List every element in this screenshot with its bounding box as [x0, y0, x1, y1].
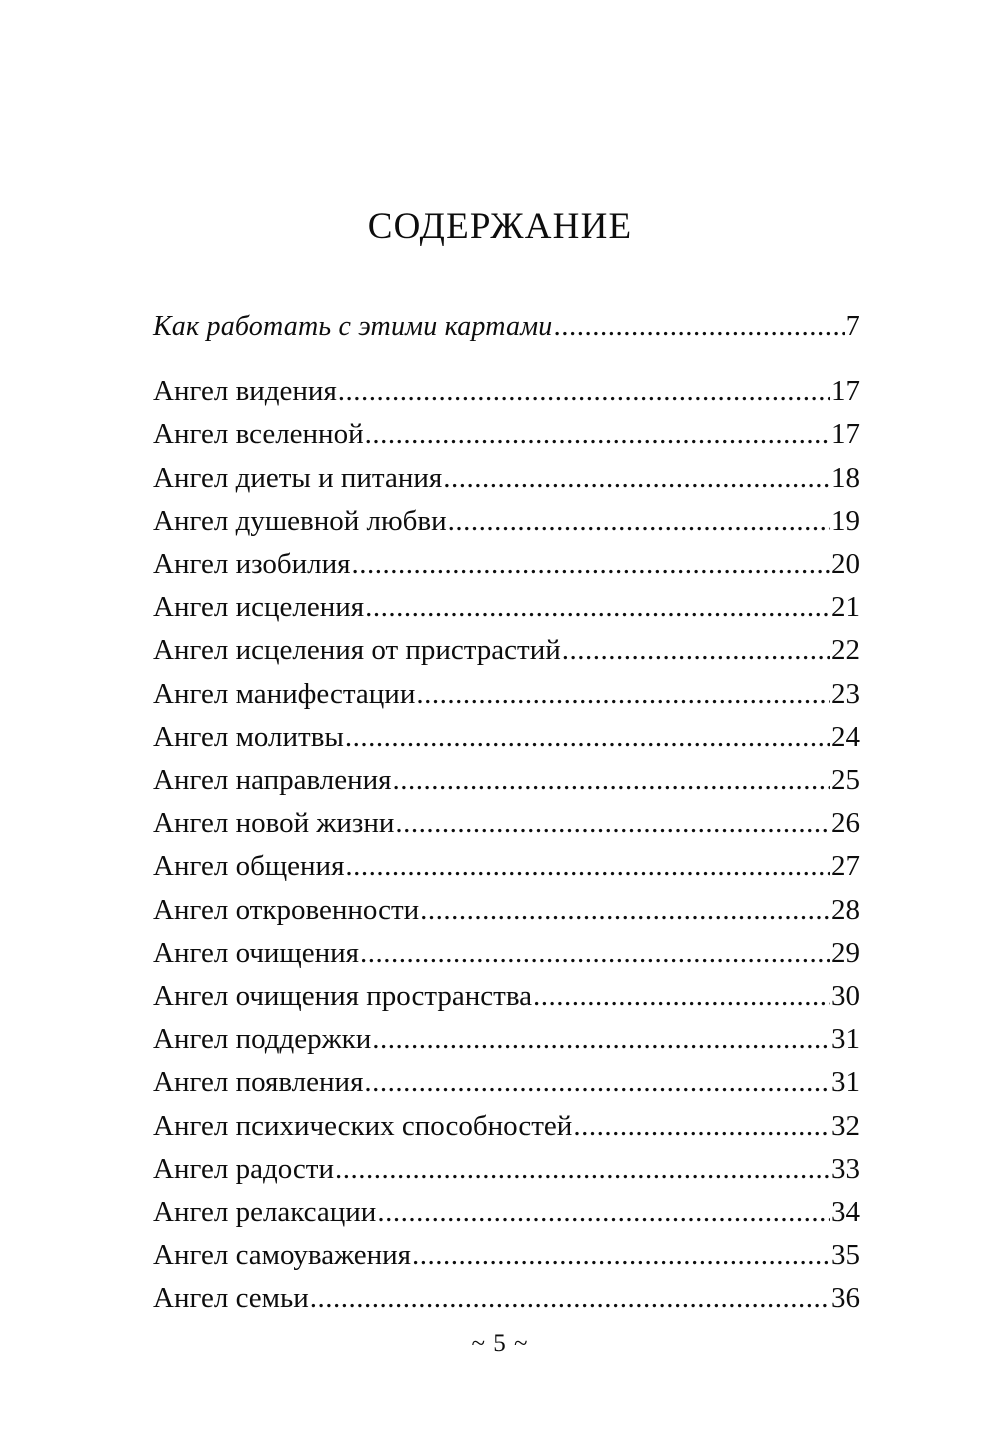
toc-entry[interactable] [153, 586, 860, 629]
toc-entry[interactable] [153, 716, 860, 759]
toc-entry[interactable] [153, 932, 860, 975]
toc-entry-page-number: 29 [831, 936, 860, 969]
toc-dot-leader [364, 1061, 830, 1104]
toc-entry-label: Ангел манифестации [153, 677, 416, 710]
toc-entry-page-number: 34 [831, 1196, 860, 1229]
toc-dot-leader [395, 802, 830, 845]
toc-entry-label: Ангел семьи [153, 1282, 309, 1315]
toc-dot-leader [554, 305, 845, 348]
toc-dot-leader [360, 932, 830, 975]
toc-entry-page-number: 30 [831, 980, 860, 1013]
toc-entry[interactable] [153, 1105, 860, 1148]
toc-entry-page-number: 21 [831, 591, 860, 624]
page-folio: ~ 5 ~ [471, 1330, 529, 1357]
toc-dot-leader [365, 413, 830, 456]
toc-entry-page-number: 26 [831, 807, 860, 840]
toc-dot-leader [310, 1277, 830, 1320]
toc-entry-label: Ангел направления [153, 764, 392, 797]
toc-entry-page-number: 7 [845, 311, 860, 342]
toc-entry-label: Ангел поддержки [153, 1023, 372, 1056]
toc-entry[interactable] [153, 413, 860, 456]
toc-entry[interactable] [153, 889, 860, 932]
toc-entry-page-number: 19 [831, 504, 860, 537]
toc-dot-leader [443, 457, 830, 500]
toc-entry-page-number: 27 [831, 850, 860, 883]
toc-entry[interactable] [153, 1148, 860, 1191]
toc-dot-leader [448, 500, 830, 543]
toc-entry-page-number: 18 [831, 461, 860, 494]
toc-dot-leader [345, 716, 830, 759]
toc-entry-label: Ангел откровенности [153, 893, 420, 926]
toc-dot-leader [345, 845, 830, 888]
toc-entry-page-number: 17 [831, 418, 860, 451]
toc-dot-leader [573, 1105, 830, 1148]
toc-dot-leader [533, 975, 830, 1018]
toc-dot-leader [416, 673, 830, 716]
toc-entry[interactable] [153, 673, 860, 716]
toc-entry-page-number: 22 [831, 634, 860, 667]
toc-entry-label: Ангел видения [153, 375, 337, 408]
toc-entry[interactable] [153, 457, 860, 500]
toc-entry-page-number: 23 [831, 677, 860, 710]
toc-dot-leader [372, 1018, 830, 1061]
toc-entry-label: Ангел общения [153, 850, 345, 883]
toc-dot-leader [338, 370, 830, 413]
toc-entry-label: Ангел вселенной [153, 418, 364, 451]
toc-entry-label: Ангел релаксации [153, 1196, 377, 1229]
toc-entry-label: Ангел новой жизни [153, 807, 395, 840]
toc-entry-label: Ангел психических способностей [153, 1109, 573, 1142]
toc-dot-leader [365, 586, 830, 629]
toc-entry[interactable] [153, 305, 860, 348]
toc-entry-page-number: 31 [831, 1023, 860, 1056]
toc-entry[interactable] [153, 759, 860, 802]
toc-entry-label: Ангел очищения пространства [153, 980, 533, 1013]
toc-entry-page-number: 24 [831, 720, 860, 753]
toc-entry-page-number: 28 [831, 893, 860, 926]
toc-entry[interactable] [153, 1061, 860, 1104]
toc-dot-leader [420, 889, 830, 932]
toc-entry[interactable] [153, 543, 860, 586]
toc-entry-page-number: 36 [831, 1282, 860, 1315]
toc-entry-page-number: 17 [831, 375, 860, 408]
toc-dot-leader [562, 629, 830, 672]
toc-dot-leader [335, 1148, 830, 1191]
toc-entry-label: Ангел диеты и питания [153, 461, 443, 494]
toc-entry-list [153, 305, 860, 1321]
toc-entry[interactable] [153, 1277, 860, 1320]
toc-dot-leader [393, 759, 831, 802]
toc-entry-label: Ангел молитвы [153, 720, 344, 753]
toc-entry-label: Ангел появления [153, 1066, 364, 1099]
toc-entry-page-number: 35 [831, 1239, 860, 1272]
toc-dot-leader [377, 1191, 830, 1234]
toc-entry[interactable] [153, 500, 860, 543]
toc-entry[interactable] [153, 1191, 860, 1234]
toc-entry-page-number: 33 [831, 1152, 860, 1185]
toc-entry[interactable] [153, 802, 860, 845]
toc-entry-page-number: 20 [831, 548, 860, 581]
toc-dot-leader [351, 543, 830, 586]
toc-entry-label: Ангел радости [153, 1152, 334, 1185]
toc-entry-label: Ангел изобилия [153, 548, 351, 581]
toc-entry[interactable] [153, 1018, 860, 1061]
toc-entry[interactable] [153, 370, 860, 413]
toc-entry-label: Ангел исцеления [153, 591, 365, 624]
toc-entry-page-number: 25 [831, 764, 860, 797]
toc-entry[interactable] [153, 975, 860, 1018]
toc-entry-label: Ангел самоуважения [153, 1239, 411, 1272]
toc-entry-label: Ангел очищения [153, 936, 360, 969]
toc-entry-page-number: 32 [831, 1109, 860, 1142]
toc-entry-label: Ангел душевной любви [153, 504, 447, 537]
toc-entry[interactable] [153, 629, 860, 672]
toc-entry-label: Как работать с этими картами [153, 311, 553, 342]
toc-entry-label: Ангел исцеления от пристрастий [153, 634, 561, 667]
toc-entry[interactable] [153, 845, 860, 888]
toc-entry[interactable] [153, 1234, 860, 1277]
toc-dot-leader [412, 1234, 830, 1277]
page-title: СОДЕРЖАНИЕ [367, 206, 633, 247]
toc-entry-page-number: 31 [831, 1066, 860, 1099]
